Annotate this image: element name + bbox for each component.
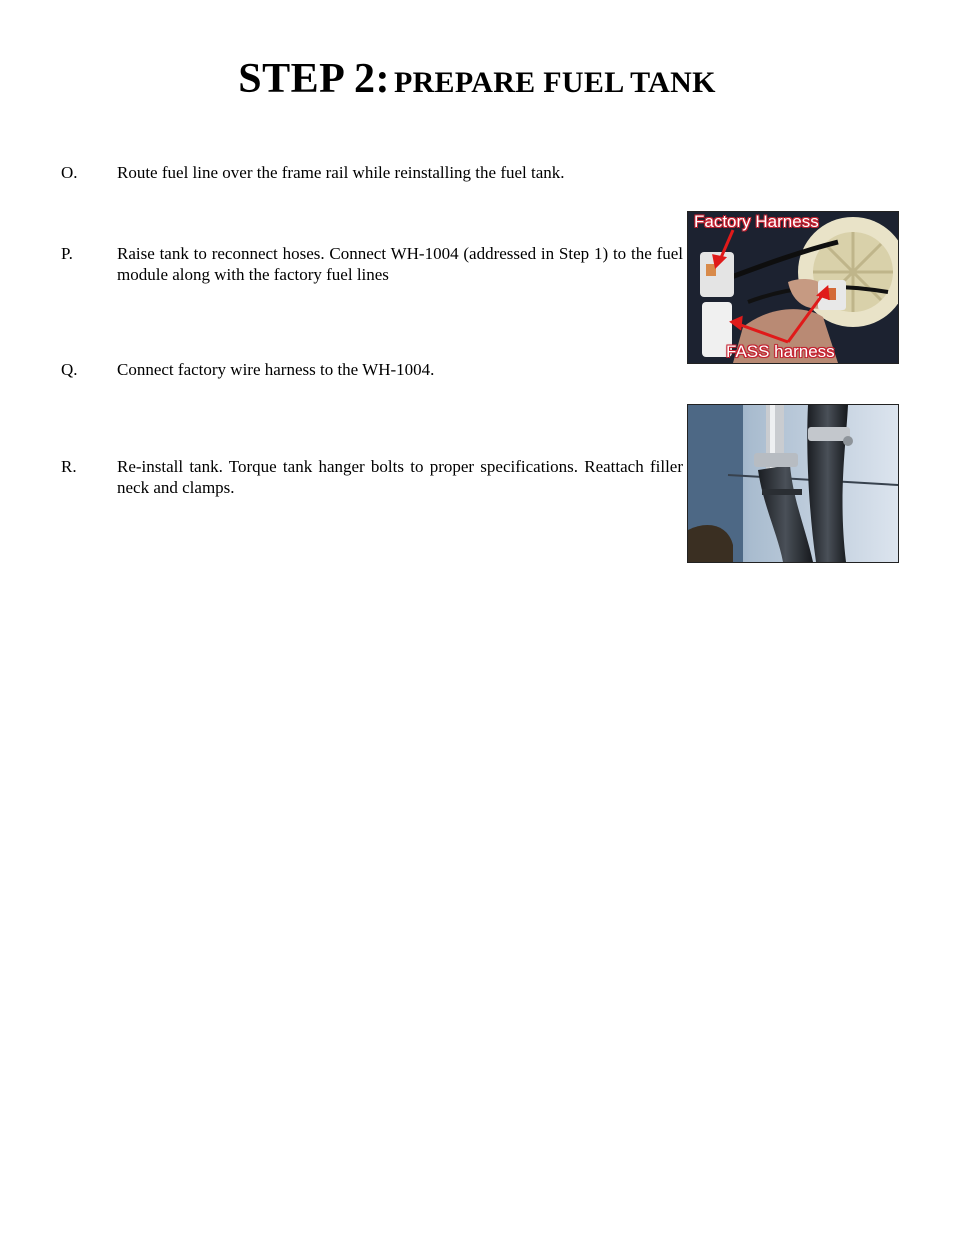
step-text: Connect factory wire harness to the WH-1004. [117,360,435,379]
fass-harness-label: FASS harness [726,342,835,361]
step-letter: Q. [61,360,78,379]
factory-harness-label: Factory Harness [694,212,819,231]
step-text: Route fuel line over the frame rail while reinstalling the fuel tank. [117,163,565,182]
step-text: Re-install tank. Torque tank hanger bolts to proper specifications. Reattach filler neck and clamps. [117,457,683,497]
step-text: Raise tank to reconnect hoses. Connect WH-1004 (addressed in Step 1) to the fuel module along with the factory fuel lines [117,244,683,284]
filler-neck-photo [687,404,899,563]
step-title: PREPARE FUEL TANK [393,66,716,99]
harness-photo [687,211,899,364]
page-title [0,58,954,100]
step-letter: O. [61,163,78,182]
filler-neck-photo-image [688,405,898,562]
step-letter: P. [61,244,73,263]
step-label: STEP 2: [238,56,390,102]
step-letter: R. [61,457,77,476]
harness-photo-image [688,212,898,363]
